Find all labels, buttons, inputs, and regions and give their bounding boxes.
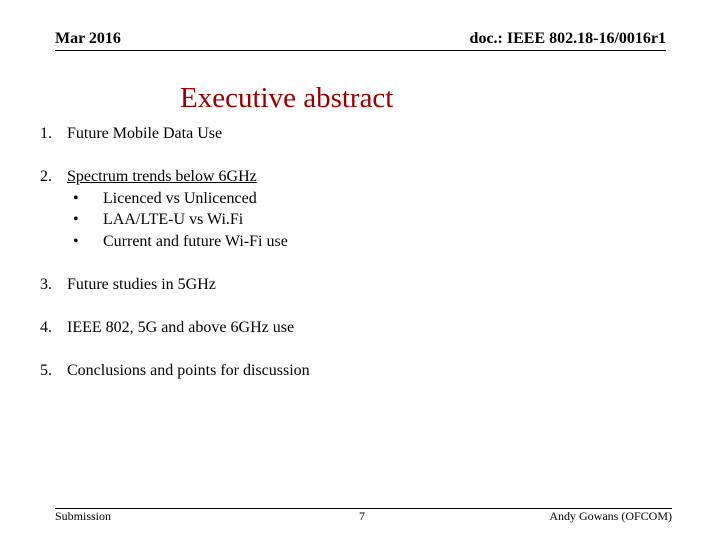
outline-item-3 xyxy=(40,274,310,296)
bullet-icon: • xyxy=(73,211,79,228)
outline-list xyxy=(40,123,310,381)
header-doc-id: doc.: IEEE 802.18-16/0016r1 xyxy=(469,30,666,47)
outline-number: 3. xyxy=(40,275,52,293)
footer-page-number: 7 xyxy=(359,509,365,523)
outline-subitem-text: Licenced vs Unlicenced xyxy=(103,189,257,207)
outline-text: Future Mobile Data Use xyxy=(67,125,223,142)
outline-number: 1. xyxy=(40,125,52,142)
footer-author: Andy Gowans (OFCOM) xyxy=(549,509,672,523)
header-date: Mar 2016 xyxy=(55,30,121,47)
slide-title: Executive abstract xyxy=(180,82,394,114)
outline-item-4 xyxy=(40,317,310,339)
outline-item-5 xyxy=(40,360,310,382)
outline-number: 5. xyxy=(40,361,52,379)
outline-text: IEEE 802, 5G and above 6GHz use xyxy=(67,318,295,336)
outline-subitem-text: LAA/LTE-U vs Wi.Fi xyxy=(103,211,244,228)
outline-text: Conclusions and points for discussion xyxy=(67,361,310,379)
outline-text: Spectrum trends below 6GHz xyxy=(67,168,257,185)
footer-submission: Submission xyxy=(55,509,112,523)
outline-number: 4. xyxy=(40,318,52,336)
outline-text: Future studies in 5GHz xyxy=(67,275,216,293)
outline-item-2 xyxy=(40,166,310,252)
bullet-icon: • xyxy=(73,232,79,250)
outline-subitem xyxy=(40,188,310,210)
outline-subitem xyxy=(40,231,310,253)
bullet-icon: • xyxy=(73,189,79,207)
outline-number: 2. xyxy=(40,168,52,185)
outline-item-1 xyxy=(40,123,310,145)
outline-subitem-text: Current and future Wi-Fi use xyxy=(103,232,288,250)
header-rule xyxy=(55,50,666,51)
outline-subitem xyxy=(40,209,310,231)
outline-sublist xyxy=(40,188,310,253)
